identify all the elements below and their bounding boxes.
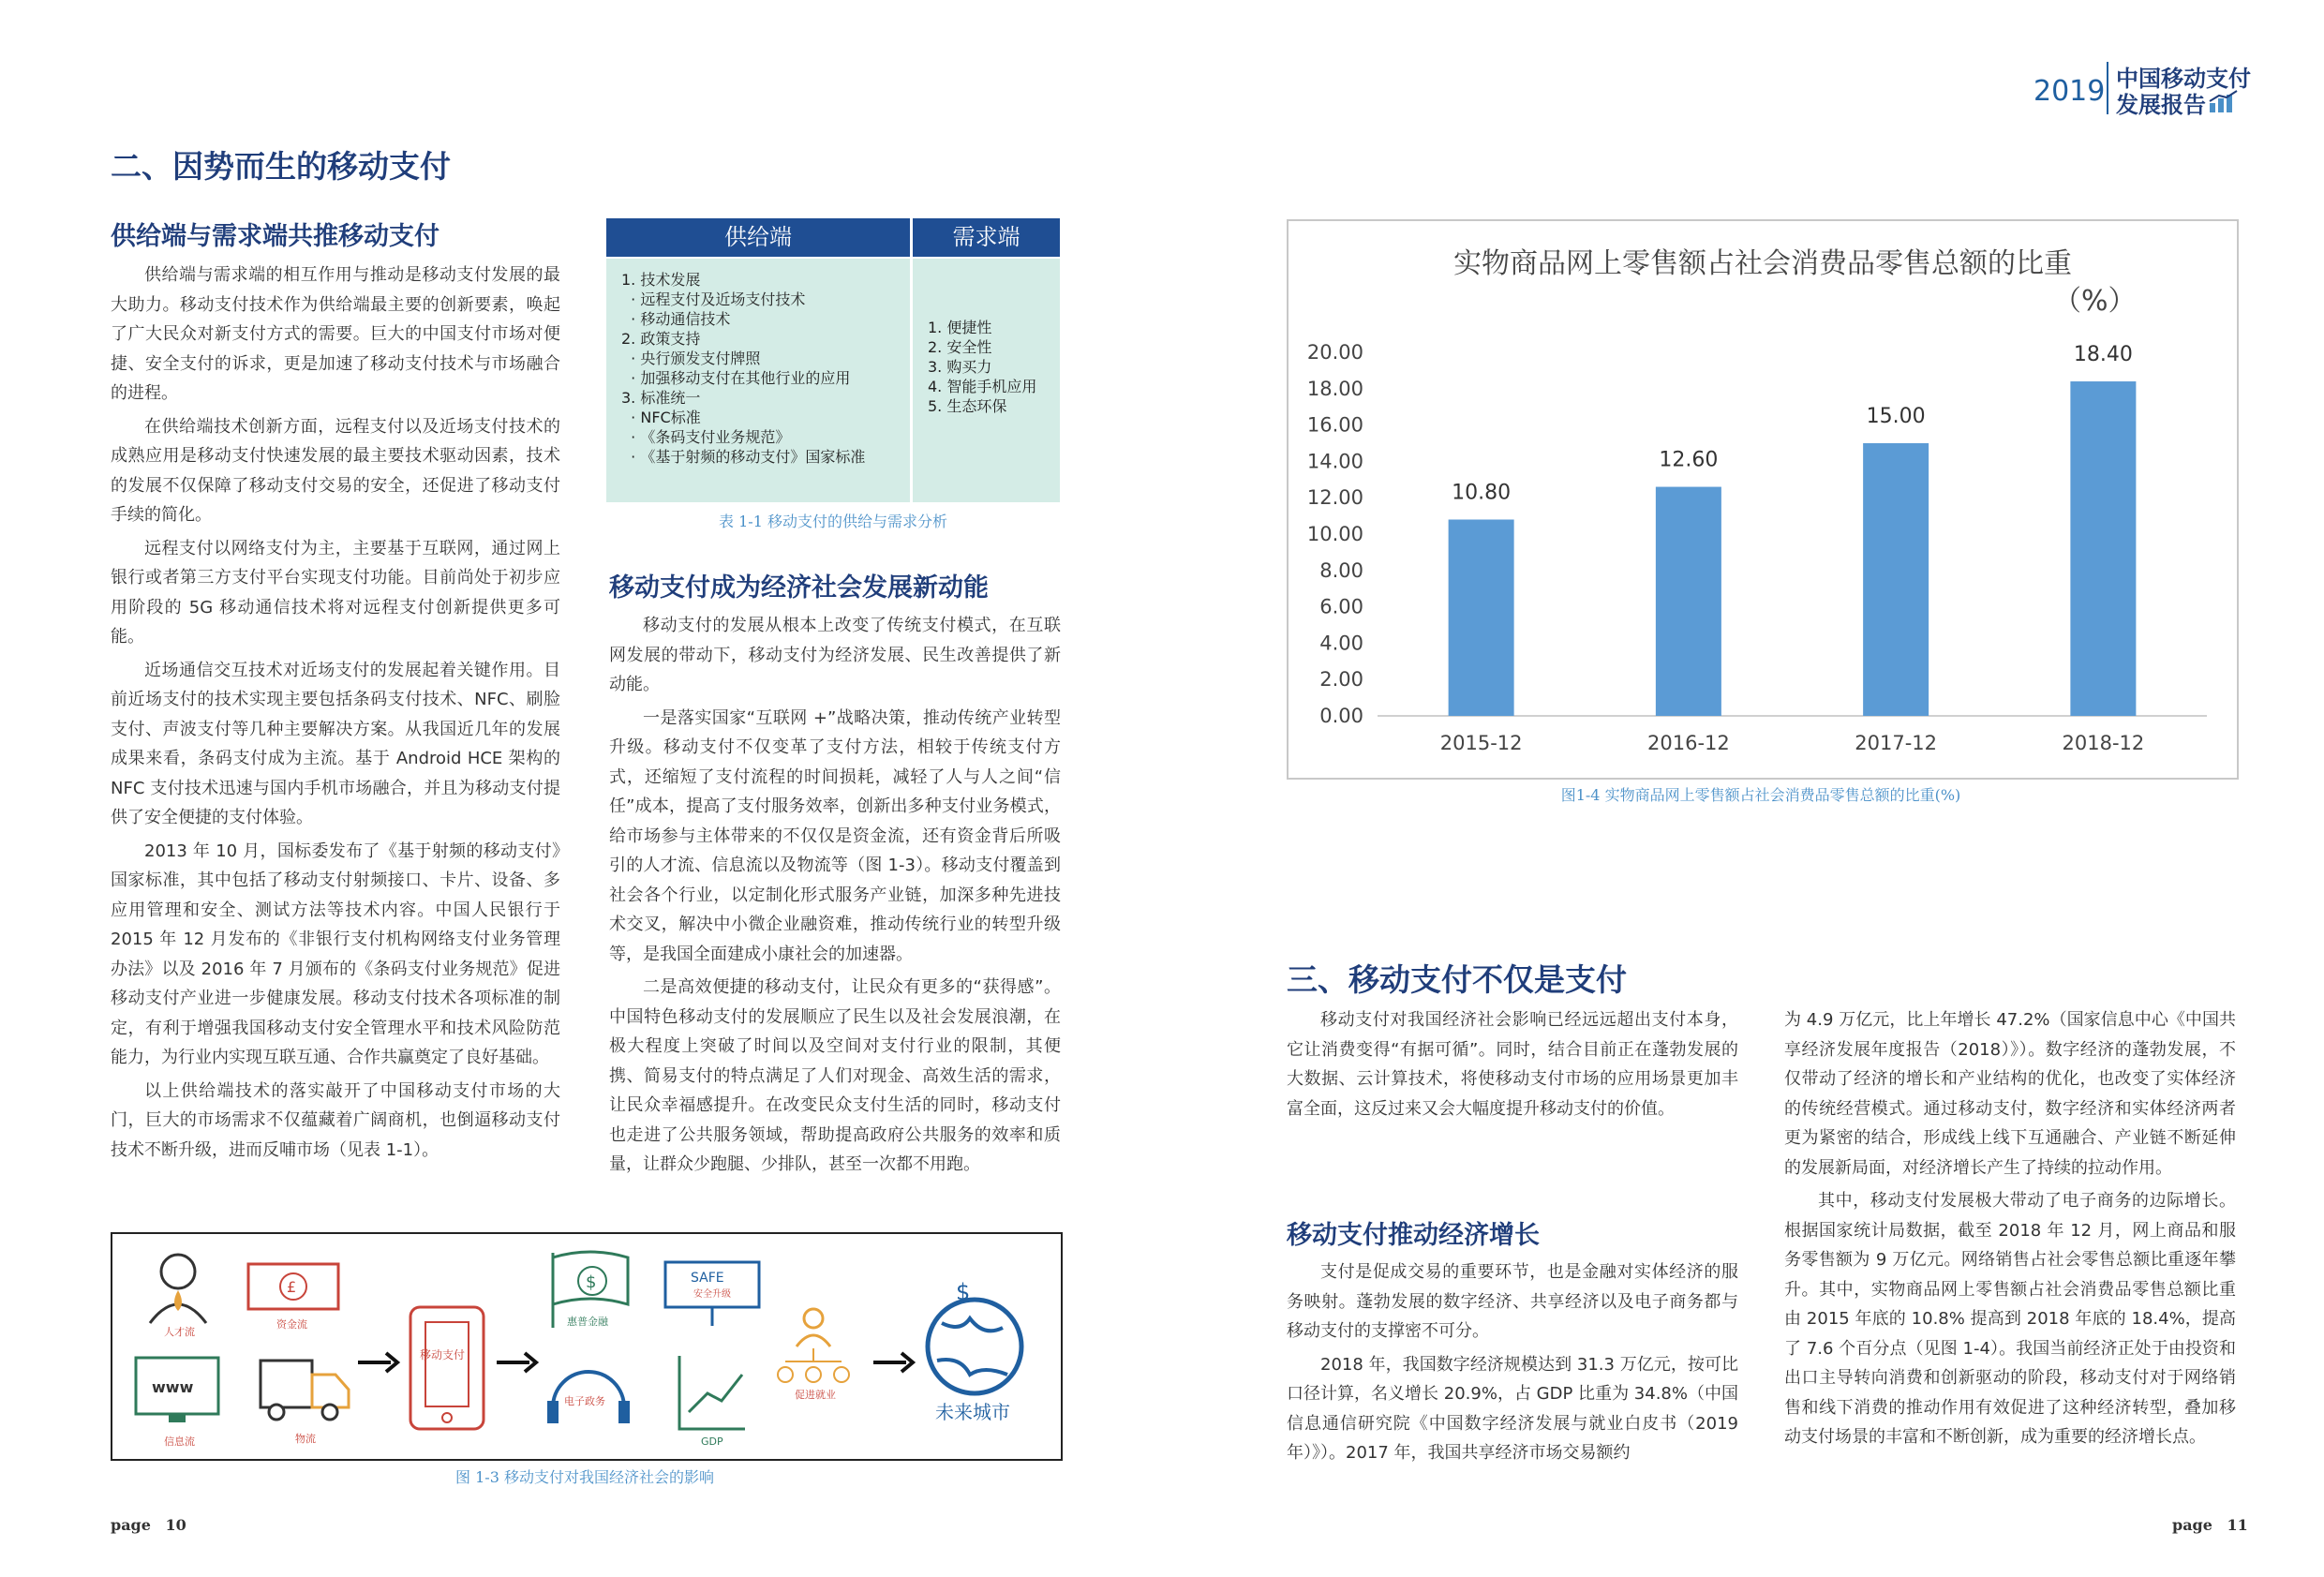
supply-demand-table [606,218,1060,502]
label-service: 电子政务 [564,1395,605,1407]
table-supply-item: 2. 政策支持 [621,330,701,348]
middle-column-text [609,611,1061,1180]
y-tick-label: 6.00 [1319,595,1363,618]
y-tick-label: 14.00 [1306,450,1363,473]
subsection-title-growth: 移动支付推动经济增长 [1287,1221,1540,1250]
left-column-text [111,260,560,1165]
page-label: page [2172,1516,2212,1534]
banknote-icon [248,1264,338,1309]
y-tick-label: 4.00 [1319,632,1363,655]
section-title-3: 三、移动支付不仅是支付 [1287,961,1627,998]
page-number: 10 [165,1516,186,1534]
y-tick-label: 2.00 [1319,668,1363,692]
svg-text:$: $ [586,1272,597,1292]
table-demand-item: 2. 安全性 [928,338,992,356]
truck-icon [261,1361,349,1420]
table-supply-item: · 加强移动支付在其他行业的应用 [621,369,851,387]
table-header-supply: 供给端 [606,218,910,257]
table-supply-item: · 远程支付及近场支付技术 [621,290,806,308]
paragraph: 近场通信交互技术对近场支付的发展起着关键作用。目前近场支付的技术实现主要包括条码支付技术、NFC、刷脸支付、声波支付等几种主要解决方案。从我国近几年的发展成果来看，条码支付成为主流。基于 Android HCE 架构的 NFC 支付技术迅速与国内手机市场融合，并且为移动支付提供了安全便捷的支付体验。 [111,660,560,827]
right-col2-text [1784,1005,2236,1452]
x-tick-label: 2017-12 [1855,732,1937,754]
bar [2070,381,2136,716]
page-footer-left [111,1516,186,1534]
bar [1449,519,1514,716]
label-gdp: GDP [701,1436,723,1448]
label-logistics: 物流 [295,1433,316,1445]
paragraph: 其中，移动支付发展极大带动了电子商务的边际增长。根据国家统计局数据，截至 2018 年 12 月，网上商品和服务零售额为 9 万亿元。网络销售占社会零售总额比重逐年攀升。其中，实物商品网上零售额占社会消费品零售总额比重由 2015 年底的 10.8% 提高到 2018 年底的 18.4%，提高了 7.6 个百分点（见图 1-4）。我国当前经济正处于由投资和出口主导转向消费和创新驱动的阶段，移动支付对于网络销售和线下消费的推动作用有效促进了这种经济转型，叠加移动支付场景的丰富和不断创新，成为重要的经济增长点。 [1784,1191,2236,1447]
right-col1-text-b [1287,1257,1738,1468]
table-supply-item: · NFC标准 [621,409,701,426]
paragraph: 二是高效便捷的移动支付，让民众有更多的“获得感”。中国特色移动支付的发展顺应了民生以及社会发展浪潮，在极大程度上突破了时间以及空间对支付行业的限制，其便携、简易支付的特点满足了人们对现金、高效生活的需求，让民众幸福感提升。在改变民众支付生活的同时，移动支付也走进了公共服务领域，帮助提高政府公共服务的效率和质量，让群众少跑腿、少排队，甚至一次都不用跑。 [609,977,1061,1174]
header-divider [2107,62,2108,114]
table-supply-item: 3. 标准统一 [621,389,701,407]
label-phone: 移动支付 [420,1348,466,1361]
chart-frame [1287,219,2239,780]
paragraph: 供给端与需求端的相互作用与推动是移动支付发展的最大助力。移动支付技术作为供给端最主要的创新要素，唤起了广大民众对新支付方式的需要。巨大的中国支付市场对便捷、安全支付的诉求，更是加速了移动支付技术与市场融合的进程。 [111,265,560,403]
report-title-line2: 发展报告 [2116,92,2206,118]
table-cell-demand [913,259,1060,502]
bar-value-label: 15.00 [1866,405,1926,428]
gdp-chart-icon [679,1356,745,1429]
label-future-city: 未来城市 [935,1401,1010,1423]
computer-icon [136,1358,218,1422]
label-finance: 惠普金融 [567,1316,608,1328]
phone-icon [410,1307,484,1429]
svg-text:$: $ [956,1279,971,1305]
y-tick-label: 20.00 [1306,341,1363,364]
report-title-line1: 中国移动支付 [2116,66,2251,92]
bar-value-label: 18.40 [2073,343,2133,367]
label-funds: 资金流 [276,1318,307,1331]
paragraph: 2018 年，我国数字经济规模达到 31.3 万亿元，按可比口径计算，名义增长 20.9%，占 GDP 比重为 34.8%（中国信息通信研究院《中国数字经济发展与就业白皮书（2019 年）》）。2017 年，我国共享经济市场交易额约 [1287,1354,1738,1463]
y-tick-label: 10.00 [1306,523,1363,545]
page-footer-right [2172,1516,2248,1534]
report-header [2034,58,2258,116]
table-demand-item: 5. 生态环保 [928,397,1007,415]
svg-text:www: www [152,1378,194,1396]
table-caption: 表 1-1 移动支付的供给与需求分析 [719,513,947,530]
paragraph: 一是落实国家“互联网 +”战略决策，推动传统产业转型升级。移动支付不仅变革了支付方法，相较于传统支付方式，还缩短了支付流程的时间损耗，减轻了人与人之间“信任”成本，提高了支付服务效率，创新出多种支付业务模式，给市场参与主体带来的不仅仅是资金流，还有资金背后所吸引的人才流、信息流以及物流等（图 1-3）。移动支付覆盖到社会各个行业，以定制化形式服务产业链，加深多种先进技术交叉，解决中小微企业融资难，推动传统行业的转型升级等，是我国全面建成小康社会的加速器。 [609,707,1061,964]
page-label: page [111,1516,151,1534]
table-supply-item: · 移动通信技术 [621,310,731,328]
subsection-title-new-momentum: 移动支付成为经济社会发展新动能 [609,573,989,603]
svg-text:£: £ [287,1278,297,1296]
chart-title: 实物商品网上零售额占社会消费品零售总额的比重 [1453,247,2072,280]
x-tick-label: 2016-12 [1647,732,1730,754]
paragraph: 2013 年 10 月，国标委发布了《基于射频的移动支付》国家标准，其中包括了移动支付射频接口、卡片、设备、多应用管理和安全、测试方法等技术内容。中国人民银行于 2015 年 12 月发布的《非银行支付机构网络支付业务管理办法》以及 2016 年 7 月颁布的《条码支付业务规范》促进移动支付产业进一步健康发展。移动支付技术各项标准的制定，有利于增强我国移动支付安全管理水平和技术风险防范能力，为行业内实现互联互通、合作共赢奠定了良好基础。 [111,841,560,1067]
paragraph: 以上供给端技术的落实敲开了中国移动支付市场的大门，巨大的市场需求不仅蕴藏着广阔商机，也倒逼移动支付技术不断升级，进而反哺市场（见表 1-1）。 [111,1080,560,1160]
y-tick-label: 16.00 [1306,413,1363,437]
bar-chart [1289,221,2237,778]
paragraph: 为 4.9 万亿元，比上年增长 47.2%（国家信息中心《中国共享经济发展年度报告（2018）》）。数字经济的蓬勃发展，不仅带动了经济的增长和产业结构的优化，也改变了实体经济的传统经营模式。通过移动支付，数字经济和实体经济两者更为紧密的结合，形成线上线下互通融合、产业链不断延伸的发展新局面，对经济增长产生了持续的拉动作用。 [1784,1010,2236,1178]
bar-value-label: 12.60 [1659,448,1719,472]
y-tick-label: 0.00 [1319,705,1363,727]
paragraph: 支付是促成交易的重要环节，也是金融对实体经济的服务映射。蓬勃发展的数字经济、共享经济以及电子商务都与移动支付的支撑密不可分。 [1287,1262,1738,1341]
report-year: 2019 [2034,75,2106,108]
label-info: 信息流 [164,1436,195,1448]
y-tick-label: 8.00 [1319,558,1363,582]
diagram-caption: 图 1-3 移动支付对我国经济社会的影响 [455,1468,714,1486]
right-col1-text [1287,1005,1738,1123]
table-supply-item: · 央行颁发支付牌照 [621,350,761,367]
chart-caption: 图1-4 实物商品网上零售额占社会消费品零售总额的比重(%) [1560,786,1961,804]
bar [1863,443,1929,716]
label-safe: SAFE [691,1271,724,1286]
label-jobs: 促进就业 [795,1389,836,1401]
table-supply-item: 1. 技术发展 [621,271,701,289]
paragraph: 移动支付的发展从根本上改变了传统支付模式，在互联网发展的带动下，移动支付为经济发展、民生改善提供了新动能。 [609,616,1061,694]
table-supply-item: · 《条码支付业务规范》 [621,428,791,446]
table-demand-item: 4. 智能手机应用 [928,378,1037,395]
bar [1656,487,1721,716]
globe-icon [928,1279,1021,1393]
impact-diagram-svg [112,1234,1061,1459]
table-cell-supply [606,259,910,502]
y-tick-label: 18.00 [1306,377,1363,400]
table-demand-item: 1. 便捷性 [928,319,992,336]
x-tick-label: 2015-12 [1439,732,1523,754]
table-supply-item: · 《基于射频的移动支付》国家标准 [621,448,866,466]
paragraph: 远程支付以网络支付为主，主要基于互联网，通过网上银行或者第三方支付平台实现支付功能。目前尚处于初步应用阶段的 5G 移动通信技术将对远程支付创新提供更多可能。 [111,538,560,647]
talent-icon [150,1255,206,1323]
paragraph: 移动支付对我国经济社会影响已经远远超出支付本身，它让消费变得“有据可循”。同时，结合目前正在蓬勃发展的大数据、云计算技术，将使移动支付市场的应用场景更加丰富全面，这反过来又会大幅度提升移动支付的价值。 [1287,1010,1738,1119]
paragraph: 在供给端技术创新方面，远程支付以及近场支付技术的成熟应用是移动支付快速发展的最主要技术驱动因素，技术的发展不仅保障了移动支付交易的安全，还促进了移动支付手续的简化。 [111,416,560,525]
impact-diagram [111,1232,1063,1461]
x-tick-label: 2018-12 [2062,732,2145,754]
table-demand-item: 3. 购买力 [928,358,992,376]
bar-chart-icon [2208,90,2240,114]
section-title-2: 二、因势而生的移动支付 [111,148,451,185]
bar-value-label: 10.80 [1452,481,1512,505]
label-talent: 人才流 [164,1326,195,1338]
label-safe-sub: 安全升级 [693,1289,731,1300]
subsection-title-supply-demand: 供给端与需求端共推移动支付 [111,222,439,251]
page-number: 11 [2227,1516,2248,1534]
table-header-demand: 需求端 [913,218,1060,257]
people-network-icon [778,1309,849,1382]
y-tick-label: 12.00 [1306,486,1363,510]
chart-title-unit: （%） [2053,285,2137,318]
